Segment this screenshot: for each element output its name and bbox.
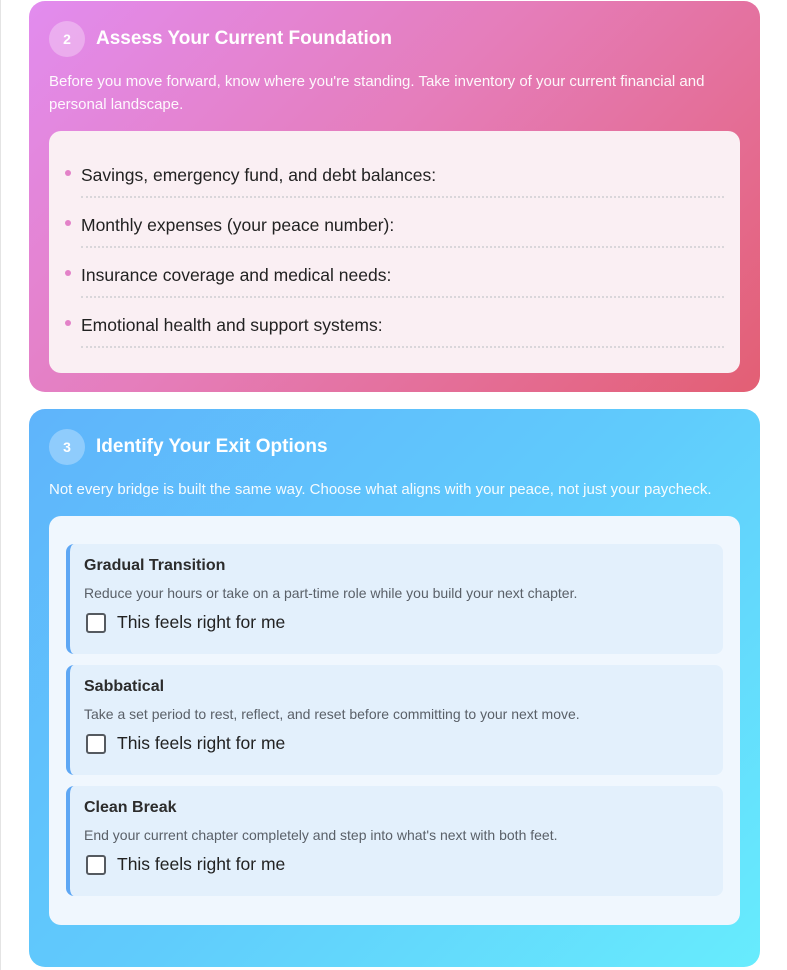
checklist-item-label: Savings, emergency fund, and debt balances: — [81, 165, 437, 185]
option-checkbox-row[interactable] — [84, 854, 709, 875]
checkbox-label[interactable]: This feels right for me — [117, 854, 286, 874]
option-gradual-transition — [66, 544, 723, 654]
checklist-item-expenses[interactable] — [65, 199, 724, 248]
option-description: End your current chapter completely and step into what's next with both feet. — [84, 827, 558, 843]
checkbox[interactable] — [86, 734, 106, 754]
page-left-border — [0, 0, 1, 970]
option-checkbox-row[interactable] — [84, 612, 709, 633]
checklist-item-savings[interactable] — [65, 149, 724, 198]
option-description: Reduce your hours or take on a part-time role while you build your next chapter. — [84, 585, 578, 601]
option-checkbox-row[interactable] — [84, 733, 709, 754]
step-3-title: Identify Your Exit Options — [96, 436, 328, 457]
checklist-item-insurance[interactable] — [65, 249, 724, 298]
step-2-card — [29, 1, 760, 392]
answer-line[interactable] — [81, 296, 724, 298]
checkbox[interactable] — [86, 613, 106, 633]
answer-line[interactable] — [81, 346, 724, 348]
checkbox-label[interactable]: This feels right for me — [117, 612, 286, 632]
step-3-description: Not every bridge is built the same way. Choose what aligns with your peace, not just your paycheck. — [49, 481, 712, 498]
option-description: Take a set period to rest, reflect, and reset before committing to your next move. — [84, 706, 580, 722]
checklist-item-emotional-health[interactable] — [65, 299, 724, 348]
option-clean-break — [66, 786, 723, 896]
checklist-item-label: Emotional health and support systems: — [81, 315, 383, 335]
option-sabbatical — [66, 665, 723, 775]
foundation-checklist — [49, 131, 740, 373]
step-number-badge: 2 — [49, 21, 85, 57]
step-2-title: Assess Your Current Foundation — [96, 28, 392, 49]
checkbox[interactable] — [86, 855, 106, 875]
bullet-icon — [65, 170, 71, 176]
bullet-icon — [65, 320, 71, 326]
option-title: Gradual Transition — [84, 557, 226, 574]
step-number-badge: 3 — [49, 429, 85, 465]
checkbox-label[interactable]: This feels right for me — [117, 733, 286, 753]
answer-line[interactable] — [81, 196, 724, 198]
answer-line[interactable] — [81, 246, 724, 248]
option-title: Clean Break — [84, 799, 177, 816]
checklist-item-label: Monthly expenses (your peace number): — [81, 215, 395, 235]
exit-options-panel — [49, 516, 740, 925]
bullet-icon — [65, 220, 71, 226]
step-2-description: Before you move forward, know where you're standing. Take inventory of your current financial and personal landscape. — [49, 73, 705, 113]
step-2-header — [49, 21, 740, 57]
checklist-item-label: Insurance coverage and medical needs: — [81, 265, 392, 285]
bullet-icon — [65, 270, 71, 276]
step-3-card — [29, 409, 760, 967]
option-title: Sabbatical — [84, 678, 165, 695]
step-3-header — [49, 429, 740, 465]
